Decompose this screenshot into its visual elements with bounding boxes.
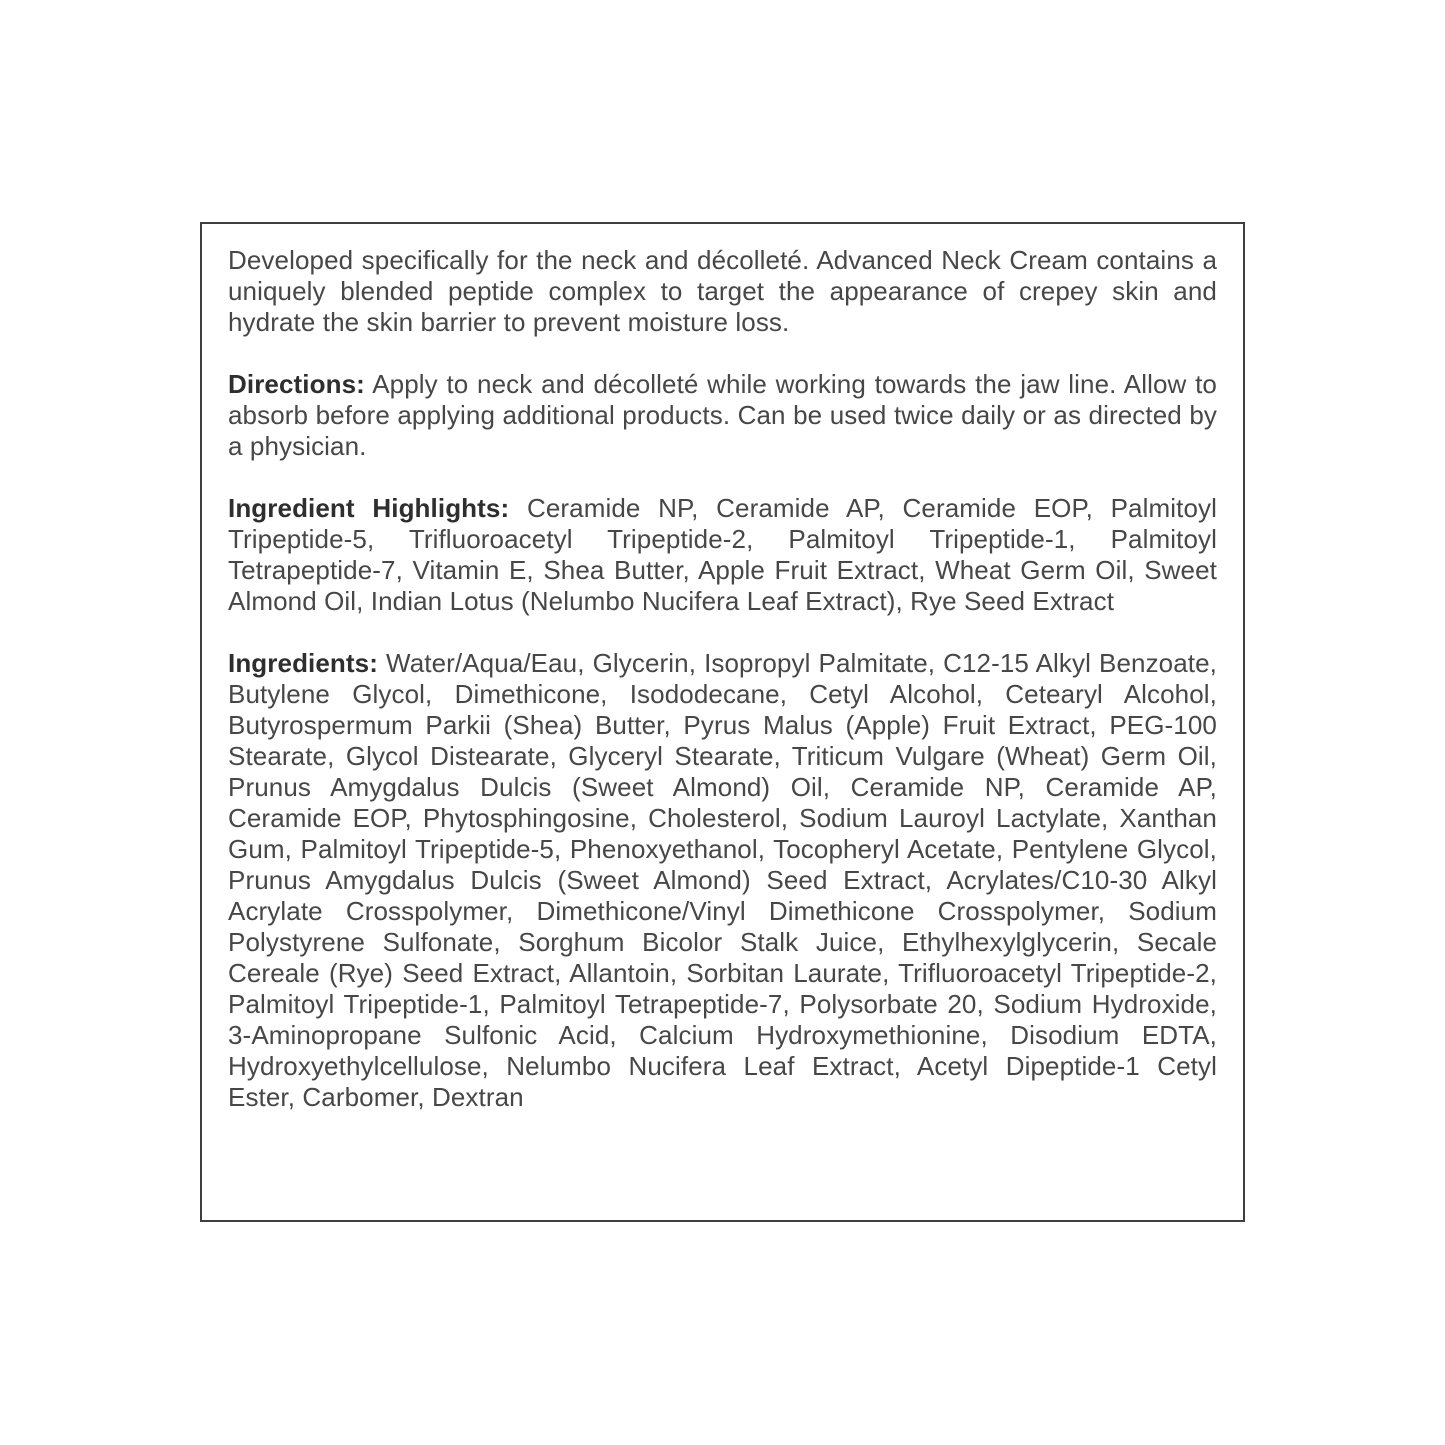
product-info-panel [200,222,1245,1222]
directions-paragraph [228,369,1217,462]
ingredient-highlights-paragraph [228,493,1217,617]
ingredients-paragraph [228,648,1217,1113]
directions-label: Directions: [228,369,365,399]
ingredients-label: Ingredients: [228,648,378,678]
description-text: Developed specifically for the neck and décolleté. Advanced Neck Cream contains a uniquely blended peptide complex to target the appearance of crepey skin and hydrate the skin barrier to prevent moisture loss. [228,245,1217,337]
ingredients-text: Water/Aqua/Eau, Glycerin, Isopropyl Palmitate, C12-15 Alkyl Benzoate, Butylene Glycol, Dimethicone, Isododecane, Cetyl Alcohol, Cetearyl Alcohol, Butyrospermum Parkii (Shea) Butter, Pyrus Malus (Apple) Fruit Extract, PEG-100 Stearate, Glycol Distearate, Glyceryl Stearate, Triticum Vulgare (Wheat) Germ Oil, Prunus Amygdalus Dulcis (Sweet Almond) Oil, Ceramide NP, Ceramide AP, Ceramide EOP, Phytosphingosine, Cholesterol, Sodium Lauroyl Lactylate, Xanthan Gum, Palmitoyl Tripeptide-5, Phenoxyethanol, Tocopheryl Acetate, Pentylene Glycol, Prunus Amygdalus Dulcis (Sweet Almond) Seed Extract, Acrylates/C10-30 Alkyl Acrylate Crosspolymer, Dimethicone/Vinyl Dimethicone Crosspolymer, Sodium Polystyrene Sulfonate, Sorghum Bicolor Stalk Juice, Ethylhexylglycerin, Secale Cereale (Rye) Seed Extract, Allantoin, Sorbitan Laurate, Trifluoroacetyl Tripeptide-2, Palmitoyl Tripeptide-1, Palmitoyl Tetrapeptide-7, Polysorbate 20, Sodium Hydroxide, 3-Aminopropane Sulfonic Acid, Calcium Hydroxymethionine, Disodium EDTA, Hydroxyethylcellulose, Nelumbo Nucifera Leaf Extract, Acetyl Dipeptide-1 Cetyl Ester, Carbomer, Dextran [228,648,1217,1112]
ingredient-highlights-label: Ingredient Highlights: [228,493,510,523]
directions-text: Apply to neck and décolleté while working towards the jaw line. Allow to absorb before applying additional products. Can be used twice daily or as directed by a physician. [228,369,1217,461]
description-paragraph [228,245,1217,338]
ingredient-highlights-text: Ceramide NP, Ceramide AP, Ceramide EOP, Palmitoyl Tripeptide-5, Trifluoroacetyl Tripeptide-2, Palmitoyl Tripeptide-1, Palmitoyl Tetrapeptide-7, Vitamin E, Shea Butter, Apple Fruit Extract, Wheat Germ Oil, Sweet Almond Oil, Indian Lotus (Nelumbo Nucifera Leaf Extract), Rye Seed Extract [228,493,1217,616]
